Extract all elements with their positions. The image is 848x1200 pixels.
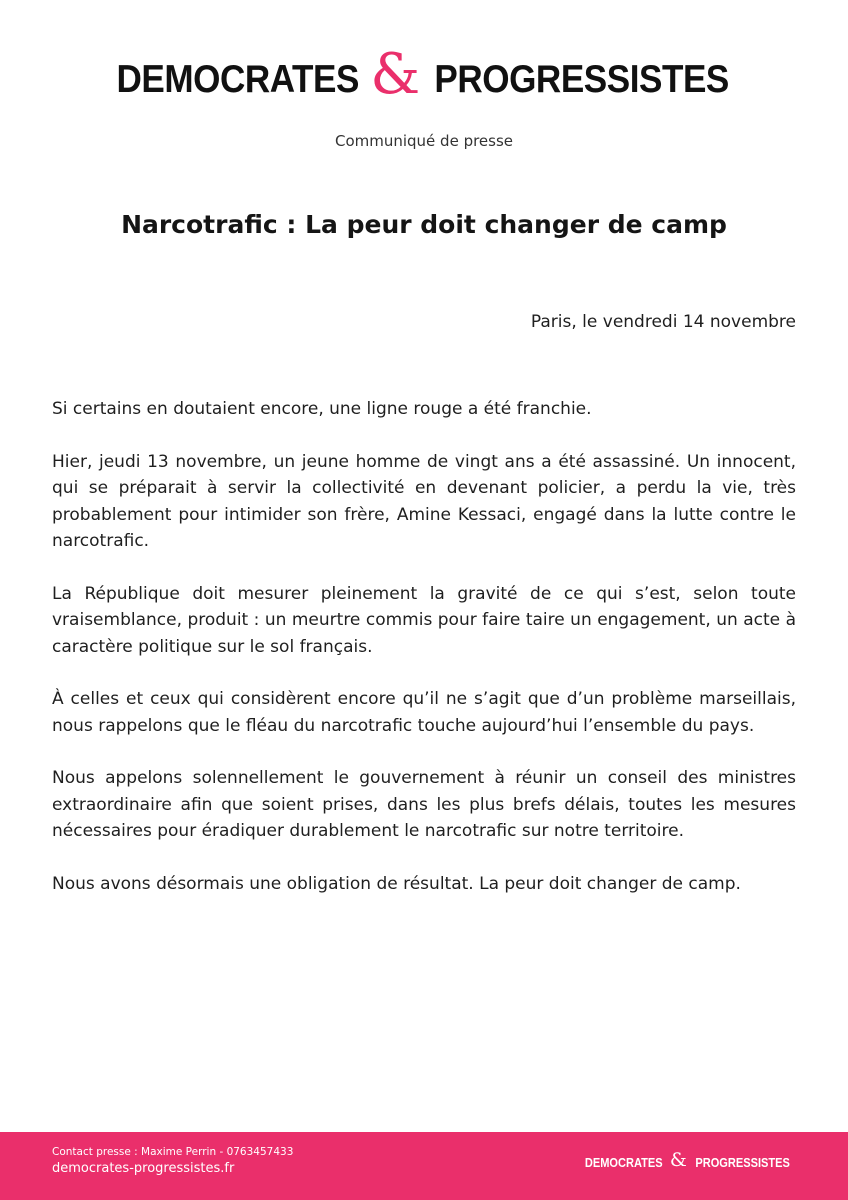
footer-logo-ampersand: & <box>669 1149 687 1172</box>
paragraph: La République doit mesurer pleinement la gravité de ce qui s’est, selon toute vraisemblance, produit : un meurtre commis pour faire taire un engagement, un acte à caractère politique sur le sol français. <box>52 583 796 657</box>
document-type: Communiqué de presse <box>334 132 514 150</box>
footer-logo-word-democrates: DEMOCRATES <box>585 1155 663 1171</box>
dateline: Paris, le vendredi 14 novembre <box>530 312 796 332</box>
party-logo <box>0 41 848 107</box>
website-link[interactable]: democrates-progressistes.fr <box>52 1161 235 1176</box>
footer-logo <box>578 1149 798 1172</box>
logo-ampersand: & <box>370 41 420 107</box>
logo-word-progressistes: PROGRESSISTES <box>434 57 729 101</box>
paragraph: Nous appelons solennellement le gouvernement à réunir un conseil des ministres extraordinaire afin que soient prises, dans les plus brefs délais, toutes les mesures nécessaires pour éradiquer durablement le narcotrafic sur notre territoire. <box>52 768 796 841</box>
press-release-body <box>52 396 796 923</box>
footer-bar <box>0 1132 848 1200</box>
paragraph: Hier, jeudi 13 novembre, un jeune homme de vingt ans a été assassiné. Un innocent, qui se préparait à servir la collectivité en devenant policier, a perdu la vie, très probablement pour intimider son frère, Amine Kessaci, engagé dans la lutte contre le narcotrafic. <box>52 451 796 551</box>
press-contact: Contact presse : Maxime Perrin - 0763457433 <box>52 1146 294 1158</box>
paragraph: Nous avons désormais une obligation de résultat. La peur doit changer de camp. <box>52 873 741 894</box>
press-release-title: Narcotrafic : La peur doit changer de camp <box>121 210 727 239</box>
footer-logo-word-progressistes: PROGRESSISTES <box>695 1155 790 1171</box>
paragraph: Si certains en doutaient encore, une ligne rouge a été franchie. <box>52 399 592 419</box>
logo-word-democrates: DEMOCRATES <box>116 57 359 101</box>
paragraph: À celles et ceux qui considèrent encore qu’il ne s’agit que d’un problème marseillais, nous rappelons que le fléau du narcotrafic touche aujourd’hui l’ensemble du pays. <box>52 689 796 736</box>
